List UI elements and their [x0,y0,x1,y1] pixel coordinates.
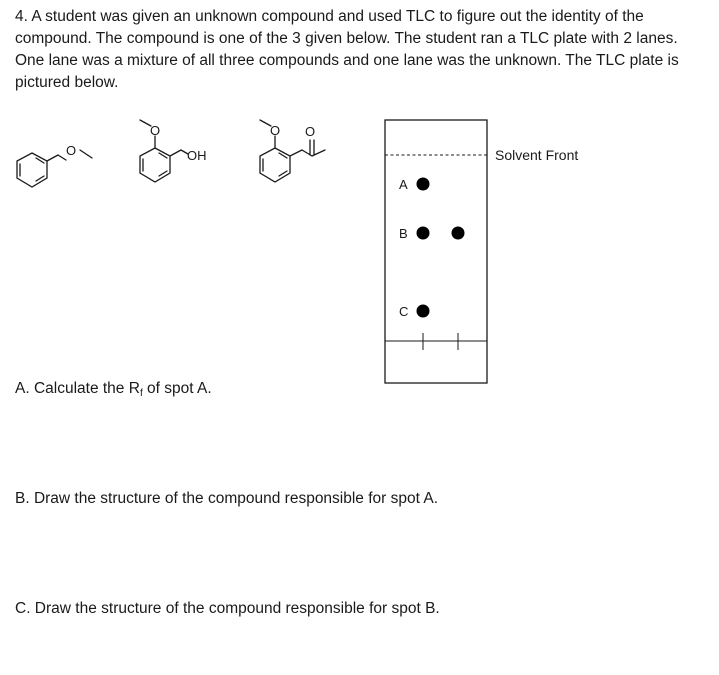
spot-b-lane-2 [452,227,465,240]
compound-3-methoxy-oxygen-label: O [270,123,281,138]
spot-a [417,178,430,191]
compound-3-carbonyl-oxygen-label: O [305,124,316,139]
spot-b-lane-1 [417,227,430,240]
part-a [15,378,212,402]
compound-2-methoxy-oxygen-label: O [150,123,161,138]
part-a-suffix: of spot A. [142,380,212,397]
part-a-prefix: A. Calculate the R [15,380,140,397]
spot-b-label: B [399,226,408,241]
compound-2-structure [140,120,188,182]
figure [0,100,719,400]
part-c: C. Draw the structure of the compound responsible for spot B. [15,600,440,617]
compound-2-hydroxyl-label: OH [187,148,207,163]
spot-c-label: C [399,304,409,319]
solvent-front-label: Solvent Front [495,147,579,163]
compound-1-oxygen-label: O [66,143,77,158]
spot-a-label: A [399,177,408,192]
compound-1-structure [17,150,92,187]
question-intro: 4. A student was given an unknown compound and used TLC to figure out the identity of the compound. The compound is one of the 3 given below. The student ran a TLC plate with 2 lanes. One lane was a mixture of all three compounds and one lane was the unknown. The TLC plate is pictured below. [15,8,679,91]
tlc-plate-outline [385,120,487,383]
spot-c [417,305,430,318]
tlc-plate [385,120,487,383]
part-b: B. Draw the structure of the compound responsible for spot A. [15,490,439,507]
part-a-subscript: f [139,388,143,399]
